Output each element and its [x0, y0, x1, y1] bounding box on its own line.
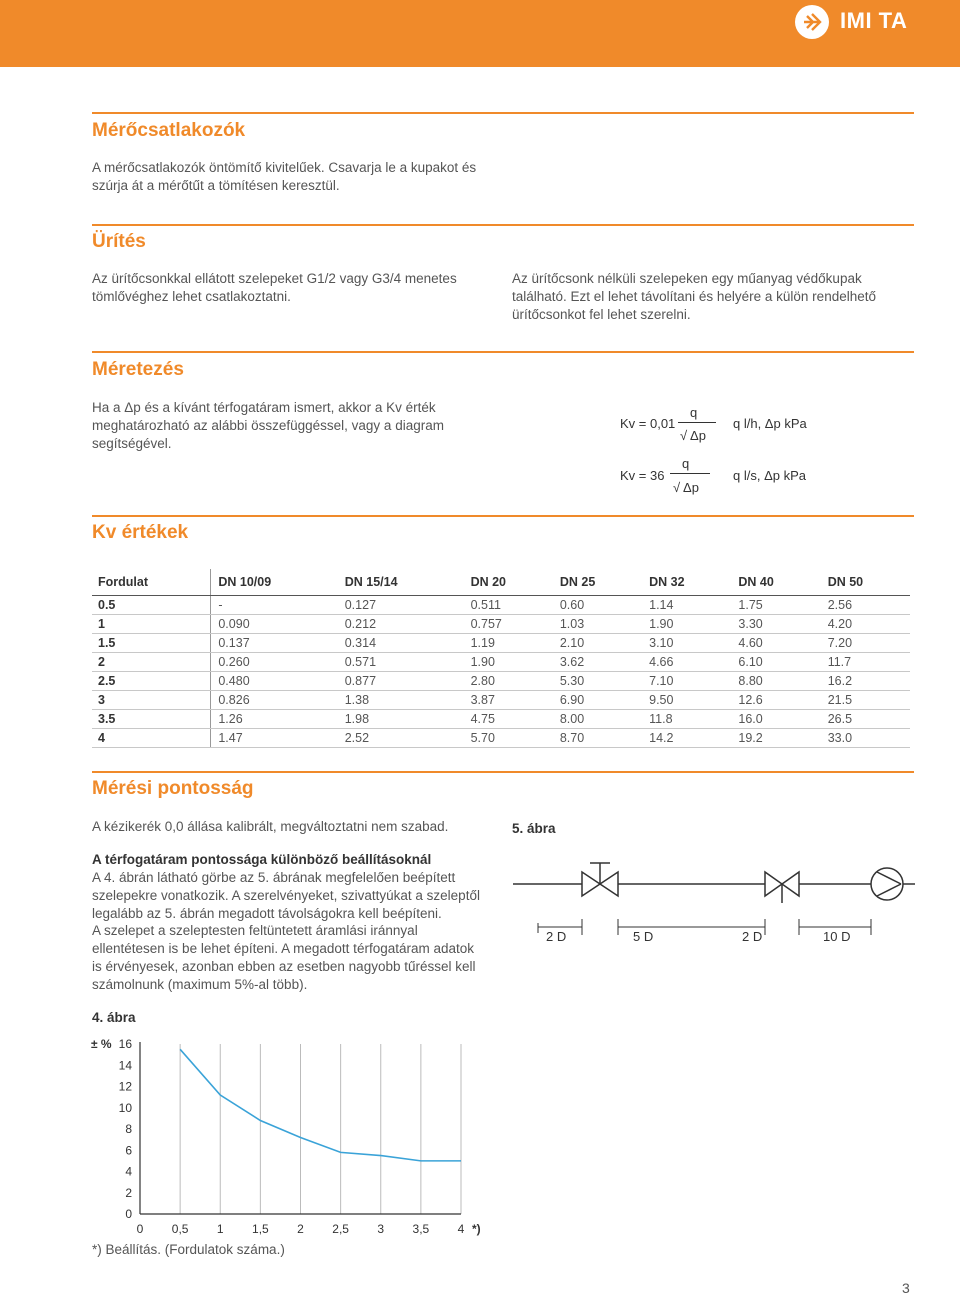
table-cell: 2.5 [92, 672, 211, 691]
paragraph-line: A 4. ábrán látható görbe az 5. ábrának megfelelően beépített [92, 870, 456, 885]
table-cell: 2.52 [338, 729, 464, 748]
table-cell: 1.26 [211, 710, 338, 729]
table-cell: 2.10 [553, 634, 642, 653]
table-cell: 5.30 [553, 672, 642, 691]
series-line [180, 1049, 461, 1161]
formula2-lhs: Kv = 36 [620, 468, 665, 483]
table-cell: 3 [92, 691, 211, 710]
table-cell: 4.60 [731, 634, 820, 653]
logo-text: IMI TA [840, 8, 908, 33]
distance-label: 10 D [823, 929, 851, 944]
paragraph-line: szelepekre vonatkozik. A szerelvényeket, szivattyúkat a szeleptől [92, 888, 480, 903]
section-rule [92, 351, 914, 353]
table-cell: 0.5 [92, 596, 211, 615]
section-title-urites: Ürítés [92, 231, 146, 252]
y-tick-label: 2 [125, 1185, 132, 1200]
table-cell: 5.70 [464, 729, 553, 748]
distance-label: 5 D [633, 929, 654, 944]
table-cell: 3.62 [553, 653, 642, 672]
table-cell: 0.127 [338, 596, 464, 615]
figure4-label: 4. ábra [92, 1010, 136, 1025]
x-tick-label: 0 [136, 1222, 144, 1236]
table-cell: 1.98 [338, 710, 464, 729]
table-cell: 1.75 [731, 596, 820, 615]
formula2-denominator: √ Δp [673, 480, 699, 495]
table-cell: 3.5 [92, 710, 211, 729]
table-cell: 7.20 [821, 634, 910, 653]
table-row [92, 634, 910, 653]
table-cell: 1.90 [464, 653, 553, 672]
paragraph-line: A szelepet a szeleptesten feltüntetett áramlási iránnyal [92, 923, 418, 938]
y-axis-label: ± % [91, 1037, 112, 1051]
valve-icon [582, 863, 618, 896]
paragraph-line: tömlővéghez lehet csatlakoztatni. [92, 289, 291, 304]
formula1-lhs: Kv = 0,01 [620, 416, 676, 431]
kv-table [92, 569, 910, 748]
table-cell: - [211, 596, 338, 615]
table-cell: 4.66 [642, 653, 731, 672]
table-cell: 8.00 [553, 710, 642, 729]
table-cell: 1.47 [211, 729, 338, 748]
section-rule [92, 771, 914, 773]
paragraph-line: meghatározható az alábbi összefüggéssel, vagy a diagram [92, 418, 444, 433]
table-cell: 6.10 [731, 653, 820, 672]
y-tick-label: 10 [118, 1100, 132, 1115]
column-header: DN 20 [464, 569, 553, 596]
table-cell: 3.10 [642, 634, 731, 653]
formula2-numerator: q [682, 456, 690, 471]
paragraph-line: Az ürítőcsonk nélküli szelepeken egy műanyag védőkupak [512, 271, 862, 286]
accuracy-chart [80, 1030, 500, 1245]
y-tick-label: 16 [118, 1037, 132, 1051]
section-rule [92, 112, 914, 114]
table-cell: 0.877 [338, 672, 464, 691]
column-header: Fordulat [92, 569, 211, 596]
distance-label: 2 D [546, 929, 567, 944]
table-row [92, 615, 910, 634]
formula1-denominator: √ Δp [680, 428, 706, 443]
table-cell: 0.090 [211, 615, 338, 634]
column-header: DN 10/09 [211, 569, 338, 596]
table-cell: 16.0 [731, 710, 820, 729]
table-cell: 0.757 [464, 615, 553, 634]
paragraph-line: Az ürítőcsonkkal ellátott szelepeket G1/2 vagy G3/4 menetes [92, 271, 457, 286]
table-cell: 0.137 [211, 634, 338, 653]
x-tick-label: 2,5 [332, 1222, 349, 1236]
y-tick-label: 12 [118, 1079, 132, 1094]
pump-icon [871, 868, 903, 900]
paragraph-line: A kézikerék 0,0 állása kalibrált, megváltoztatni nem szabad. [92, 819, 449, 834]
distance-label: 2 D [742, 929, 763, 944]
x-tick-label: 0,5 [171, 1222, 189, 1236]
paragraph-line: szúrja át a mérőtűt a tömítésen keresztül. [92, 178, 340, 193]
formula1-numerator: q [690, 405, 698, 420]
table-cell: 1.38 [338, 691, 464, 710]
table-cell: 8.70 [553, 729, 642, 748]
table-cell: 1.03 [553, 615, 642, 634]
x-tick-label: 3,5 [412, 1222, 430, 1236]
table-cell: 0.260 [211, 653, 338, 672]
x-tick-label: 3 [377, 1222, 385, 1236]
table-cell: 0.571 [338, 653, 464, 672]
table-row [92, 729, 910, 748]
paragraph-line: ürítőcsonkot fel lehet szerelni. [512, 307, 691, 322]
subheading: A térfogatáram pontossága különböző beállításoknál [92, 852, 432, 867]
table-header-row [92, 569, 910, 596]
y-tick-label: 14 [118, 1058, 132, 1073]
table-cell: 0.314 [338, 634, 464, 653]
y-tick-label: 4 [125, 1164, 132, 1179]
paragraph-line: legalább az 5. ábrán megadott távolságokra kell beépíteni. [92, 906, 442, 921]
x-tick-label: 1,5 [252, 1222, 269, 1236]
table-cell: 6.90 [553, 691, 642, 710]
paragraph-line: számolnunk (maximum 5%-al több). [92, 977, 308, 992]
column-header: DN 40 [731, 569, 820, 596]
table-cell: 9.50 [642, 691, 731, 710]
logo-icon [795, 5, 829, 39]
table-cell: 16.2 [821, 672, 910, 691]
formula1-units: q l/h, Δp kPa [733, 416, 807, 431]
fraction-bar [670, 473, 710, 474]
table-cell: 1.14 [642, 596, 731, 615]
table-row [92, 691, 910, 710]
table-cell: 1.90 [642, 615, 731, 634]
table-cell: 2 [92, 653, 211, 672]
table-cell: 0.60 [553, 596, 642, 615]
table-cell: 1.5 [92, 634, 211, 653]
valve-icon [765, 872, 799, 903]
paragraph-line: is érvényesek, azonban ebben az esetben nagyobb tűréssel kell [92, 959, 476, 974]
paragraph-line: segítségével. [92, 436, 172, 451]
table-row [92, 672, 910, 691]
paragraph-line: A mérőcsatlakozók öntömítő kivitelűek. Csavarja le a kupakot és [92, 160, 477, 175]
installation-diagram [510, 855, 920, 950]
table-cell: 8.80 [731, 672, 820, 691]
y-tick-label: 6 [125, 1143, 132, 1158]
table-cell: 26.5 [821, 710, 910, 729]
formula2-units: q l/s, Δp kPa [733, 468, 806, 483]
table-cell: 0.826 [211, 691, 338, 710]
section-title-meresi: Mérési pontosság [92, 778, 254, 799]
table-cell: 11.7 [821, 653, 910, 672]
table-cell: 11.8 [642, 710, 731, 729]
table-cell: 0.511 [464, 596, 553, 615]
table-cell: 1.19 [464, 634, 553, 653]
table-cell: 0.480 [211, 672, 338, 691]
fraction-bar [678, 422, 716, 423]
paragraph-line: ellentétesen is be lehet építeni. A megadott térfogatáram adatok [92, 941, 475, 956]
table-cell: 4.75 [464, 710, 553, 729]
x-tick-label: 2 [297, 1222, 304, 1236]
section-title-meretezes: Méretezés [92, 359, 184, 380]
table-cell: 1 [92, 615, 211, 634]
y-tick-label: 8 [125, 1122, 132, 1136]
table-row [92, 710, 910, 729]
table-cell: 12.6 [731, 691, 820, 710]
section-title-kv: Kv értékek [92, 522, 189, 543]
x-tick-label: 4 [457, 1222, 465, 1236]
paragraph-line: Ha a Δp és a kívánt térfogatáram ismert, akkor a Kv érték [92, 400, 436, 415]
page-number: 3 [902, 1280, 910, 1296]
figure5-label: 5. ábra [512, 821, 556, 836]
table-cell: 3.87 [464, 691, 553, 710]
table-row [92, 596, 910, 615]
column-header: DN 15/14 [338, 569, 464, 596]
table-cell: 4 [92, 729, 211, 748]
x-tick-label: 1 [216, 1222, 224, 1236]
table-cell: 2.56 [821, 596, 910, 615]
column-header: DN 32 [642, 569, 731, 596]
table-cell: 7.10 [642, 672, 731, 691]
table-cell: 4.20 [821, 615, 910, 634]
table-cell: 0.212 [338, 615, 464, 634]
table-cell: 3.30 [731, 615, 820, 634]
section-title-merocsatlakozok: Mérőcsatlakozók [92, 120, 246, 141]
section-rule [92, 224, 914, 226]
column-header: DN 25 [553, 569, 642, 596]
table-cell: 2.80 [464, 672, 553, 691]
footnote: *) Beállítás. (Fordulatok száma.) [92, 1242, 285, 1257]
table-cell: 33.0 [821, 729, 910, 748]
section-rule [92, 515, 914, 517]
column-header: DN 50 [821, 569, 910, 596]
table-cell: 21.5 [821, 691, 910, 710]
table-cell: 19.2 [731, 729, 820, 748]
table-cell: 14.2 [642, 729, 731, 748]
paragraph-line: található. Ezt el lehet távolítani és helyére a külön rendelhető [512, 289, 876, 304]
table-row [92, 653, 910, 672]
y-tick-label: 0 [125, 1207, 132, 1221]
x-axis-label: *) [472, 1222, 481, 1236]
